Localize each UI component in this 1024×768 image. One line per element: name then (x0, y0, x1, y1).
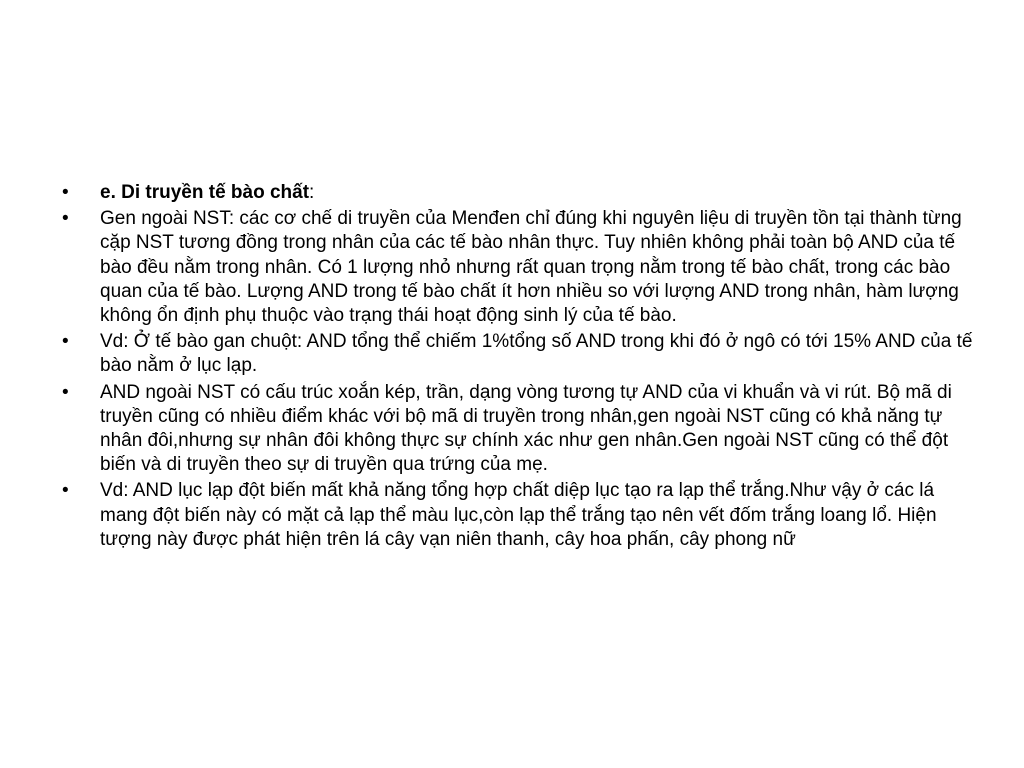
section-heading: e. Di truyền tế bào chất (100, 182, 310, 203)
bullet-text: AND ngoài NST có cấu trúc xoắn kép, trần, dạng vòng tương tự AND của vi khuẩn và vi rút. Bộ mã di truyền cũng có nhiều điểm khác với bộ mã di truyền trong nhân,gen ngoài NST cũng có khả năng tự nhân đôi,nhưng sự nhân đôi không thực sự chính xác như gen nhân.Gen ngoài NST cũng có thể đột biến và di truyền theo sự di truyền qua trứng của mẹ. (100, 381, 952, 476)
bullet-item-and-ngoai-nst (62, 381, 974, 478)
bullet-dot: • (62, 331, 69, 353)
bullet-dot: • (62, 381, 69, 403)
heading-colon: : (309, 182, 315, 203)
bullet-text: Gen ngoài NST: các cơ chế di truyền của Menđen chỉ đúng khi nguyên liệu di truyền tồn tại thành từng cặp NST tương đồng trong nhân của các tế bào nhân thực. Tuy nhiên không phải toàn bộ AND của tế bào đều nằm trong nhân. Có 1 lượng nhỏ nhưng rất quan trọng nằm trong tế bào chất, trong các bào quan của tế bào. Lượng AND trong tế bào chất ít hơn nhiều so với lượng AND trong nhân, hàm lượng không ổn định phụ thuộc vào trạng thái hoạt động sinh lý của tế bào. (100, 208, 962, 327)
bullet-list (62, 181, 974, 554)
bullet-dot: • (62, 182, 69, 203)
bullet-dot: • (62, 208, 69, 230)
bullet-dot: • (62, 480, 69, 502)
bullet-item-gen-ngoai-nst (62, 207, 974, 328)
bullet-item-heading (62, 181, 974, 205)
bullet-text: Vd: Ở tế bào gan chuột: AND tổng thể chiếm 1%tổng số AND trong khi đó ở ngô có tới 15% AND của tế bào nằm ở lục lạp. (100, 331, 973, 377)
bullet-item-example-luc-lap (62, 479, 974, 552)
bullet-item-example-gan-chuot (62, 330, 974, 378)
bullet-text: Vd: AND lục lạp đột biến mất khả năng tổng hợp chất diệp lục tạo ra lạp thể trắng.Như vậy ở các lá mang đột biến này có mặt cả lạp thể màu lục,còn lạp thể trắng tạo nên vết đốm trắng loang lổ. Hiện tượng này được phát hiện trên lá cây vạn niên thanh, cây hoa phấn, cây phong nữ (100, 480, 937, 550)
